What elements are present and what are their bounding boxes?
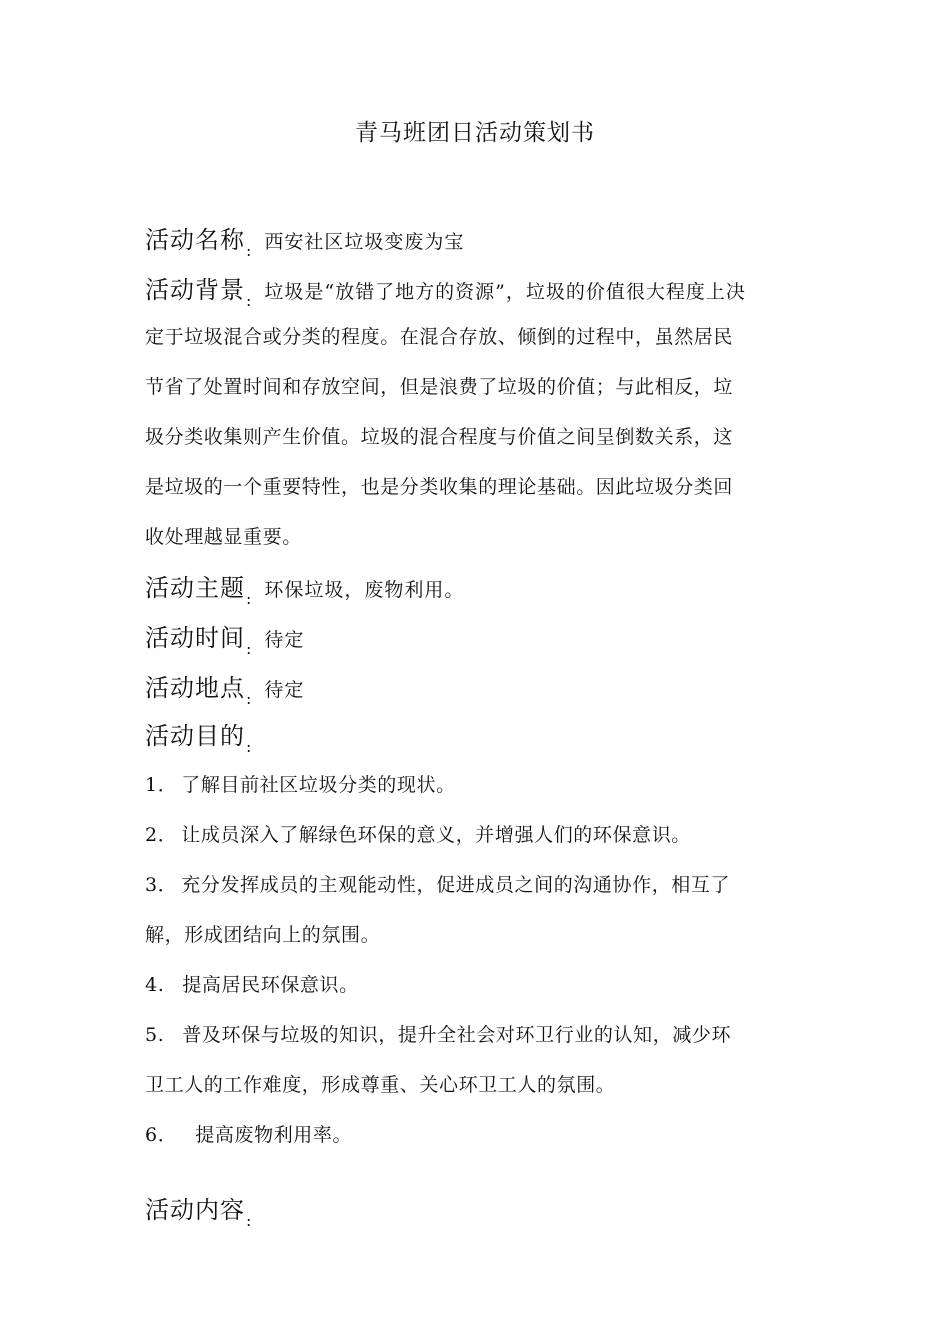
field-colon: : <box>246 291 252 310</box>
field-label: 活动名称 <box>145 226 245 254</box>
field-value: 环保垃圾，废物利用。 <box>264 579 465 601</box>
field-colon: : <box>246 241 252 260</box>
background-line: 定于垃圾混合或分类的程度。在混合存放、倾倒的过程中，虽然居民 <box>145 326 734 348</box>
purpose-text: 充分发挥成员的主观能动性，促进成员之间的沟通协作，相互了 <box>181 874 731 896</box>
field-activity-location <box>145 668 807 708</box>
field-label: 活动目的 <box>145 722 245 750</box>
purpose-number: 2． <box>145 824 178 846</box>
field-activity-time <box>145 618 807 658</box>
purpose-number: 3． <box>145 874 178 896</box>
field-label: 活动时间 <box>145 624 245 652</box>
field-label: 活动背景 <box>145 276 245 304</box>
background-line: 收处理越显重要。 <box>145 526 302 548</box>
purpose-number: 6． <box>145 1124 178 1146</box>
purpose-item <box>145 770 807 797</box>
purpose-text: 了解目前社区垃圾分类的现状。 <box>181 774 456 796</box>
purpose-text: 普及环保与垃圾的知识，提升全社会对环卫行业的认知，减少环 <box>182 1024 732 1046</box>
field-colon: : <box>246 639 252 658</box>
field-activity-content <box>145 1190 807 1230</box>
purpose-item <box>145 1020 807 1047</box>
field-label: 活动主题 <box>145 574 245 602</box>
purpose-number: 1． <box>145 774 178 796</box>
field-activity-theme <box>145 568 807 608</box>
purpose-text: 提高废物利用率。 <box>195 1124 353 1146</box>
field-label: 活动内容 <box>145 1196 245 1224</box>
field-label: 活动地点 <box>145 674 245 702</box>
purpose-item <box>145 870 807 897</box>
field-value: 待定 <box>264 629 305 651</box>
field-colon: : <box>246 737 252 756</box>
background-line: 圾分类收集则产生价值。垃圾的混合程度与价值之间呈倒数关系，这 <box>145 426 734 448</box>
field-colon: : <box>246 689 252 708</box>
background-line: 垃圾是“放错了地方的资源”，垃圾的价值很大程度上决 <box>264 281 746 303</box>
document-title: 青马班团日活动策划书 <box>355 120 595 146</box>
field-colon: : <box>246 589 252 608</box>
purpose-number: 4. <box>145 974 165 996</box>
field-activity-background <box>145 270 807 310</box>
field-value: 待定 <box>264 679 305 701</box>
purpose-item <box>145 820 807 847</box>
purpose-item <box>145 1120 807 1147</box>
purpose-text: 提高居民环保意识。 <box>182 974 359 996</box>
purpose-continuation: 卫工人的工作难度，形成尊重、关心环卫工人的氛围。 <box>145 1074 616 1096</box>
purpose-number: 5. <box>145 1024 165 1046</box>
background-line: 是垃圾的一个重要特性，也是分类收集的理论基础。因此垃圾分类回 <box>145 476 734 498</box>
field-activity-name <box>145 220 807 260</box>
field-value: 西安社区垃圾变废为宝 <box>264 231 465 253</box>
background-line: 节省了处置时间和存放空间，但是浪费了垃圾的价值；与此相反，垃 <box>145 376 734 398</box>
purpose-text: 让成员深入了解绿色环保的意义，并增强人们的环保意识。 <box>181 824 691 846</box>
purpose-item <box>145 970 807 997</box>
purpose-continuation: 解，形成团结向上的氛围。 <box>145 924 381 946</box>
field-colon: : <box>246 1211 252 1230</box>
field-activity-purpose <box>145 716 807 756</box>
